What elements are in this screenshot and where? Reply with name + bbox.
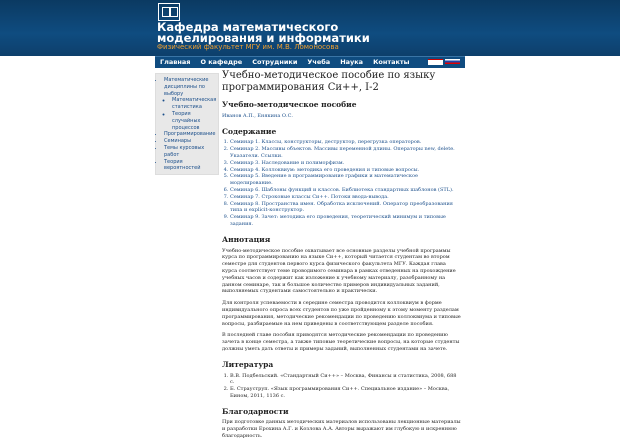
site-subtitle: Физический факультет МГУ им. М.В. Ломоносова xyxy=(157,43,339,51)
sidebar-item-math-statistics[interactable]: ◦ Математическая статистика xyxy=(172,97,218,111)
contents-list xyxy=(222,139,462,227)
contents-item[interactable]: 8. Семинар 8. Пространства имен. Обработка исключений. Оператор преобразования типа и explicit-конструктор. xyxy=(230,201,462,215)
nav-staff[interactable]: Сотрудники xyxy=(252,58,298,66)
section-heading-abstract: Аннотация xyxy=(222,234,271,244)
authors-link[interactable]: Иванов А.П., Енякина О.С. xyxy=(222,112,294,119)
russian-flag-icon[interactable] xyxy=(445,59,460,64)
section-heading-literature: Литература xyxy=(222,359,274,369)
section-heading-contents: Содержание xyxy=(222,126,277,136)
sidebar-item-programming[interactable]: • Программирование xyxy=(164,131,218,138)
abstract-paragraph: В последней главе пособия приводятся методические рекомендации по проведению зачета в конце семестра, а также типовые теоретические вопросы, на которые студенты должны уметь дать ответы и примеры заданий, выполненных студентами на зачете. xyxy=(222,332,460,352)
literature-item: 2. Б. Страуструп. «Язык программирования Си++. Специальное издание» – Москва, Бином, 2011, 1136 с. xyxy=(230,386,462,400)
nav-about[interactable]: О кафедре xyxy=(200,58,243,66)
contents-item[interactable]: 7. Семинар 7. Строковые классы Си++. Потоки ввода-вывода. xyxy=(230,194,462,201)
contents-item[interactable]: 3. Семинар 3. Наследование и полиморфизм. xyxy=(230,160,462,167)
contents-item[interactable]: 5. Семинар 5. Введение в программирование графики и математическое моделирование. xyxy=(230,173,462,187)
site-header xyxy=(0,0,620,56)
nav-science[interactable]: Наука xyxy=(340,58,364,66)
page-title: Учебно-методическое пособие по языку программирования Си++, I-2 xyxy=(222,70,436,93)
nav-home[interactable]: Главная xyxy=(160,58,191,66)
sidebar-item-math-disciplines[interactable]: • Математические дисциплины по выбору ◦ Математическая статистика ◦ Теория случайных процессов xyxy=(164,77,218,131)
contents-item[interactable]: 4. Семинар 4. Коллоквиум: методика его проведения и типовые вопросы. xyxy=(230,167,462,174)
sidebar-menu xyxy=(155,73,219,175)
section-heading-manual: Учебно-методическое пособие xyxy=(222,100,357,109)
main-content xyxy=(222,70,462,445)
literature-list xyxy=(222,373,462,400)
abstract-paragraph: Для контроля успеваемости в середине семестра проводится коллоквиум в форме индивидуального опроса всех студентов по уже пройденному к этому моменту разделам программирования, методические рекомендации по проведению коллоквиума и типовые вопросы, разбираемые на нем приведены в соответствующем разделе пособия. xyxy=(222,300,461,327)
contents-item[interactable]: 2. Семинар 2. Массивы объектов. Массивы переменной длины. Операторы new, delete. Указатели. Ссылки. xyxy=(230,146,462,160)
nav-study[interactable]: Учеба xyxy=(307,58,331,66)
sidebar-item-coursework[interactable]: • Темы курсовых работ xyxy=(164,145,218,159)
abstract-paragraph: Учебно-методическое пособие охватывает все основные разделы учебной программы курса по программированию на языке Си++, который читается студентам во втором семестре для студентов первого курса физического факультета МГУ. Каждая глава курса соответствует теме проводимого семинара в рамках отведенных на прохождение учебных часов и содержит как изложение к учебному материалу, разобранному на данном семинаре, так и большое количество примеров индивидуальных заданий, выполняемых студентами самостоятельно и практически. xyxy=(222,247,456,295)
main-navigation xyxy=(155,56,465,68)
literature-item: 1. В.В. Подбельский. «Стандартный Си++» – Москва, Финансы и статистика, 2008, 688 с. xyxy=(230,373,462,387)
section-heading-thanks: Благодарности xyxy=(222,406,289,416)
sidebar-item-seminars[interactable]: • Семинары xyxy=(164,138,218,145)
sidebar-item-random-processes[interactable]: ◦ Теория случайных процессов xyxy=(172,111,218,131)
site-title: Кафедра математического моделирования и информатики xyxy=(157,20,370,45)
thanks-paragraph: При подготовке данных методических материалов использованы лекционные материалы и разработки Ерохина А.Г. и Козлова А.А. Авторы выражают им глубокую и искреннюю благодарность. xyxy=(222,419,461,440)
english-flag-icon[interactable] xyxy=(428,59,443,65)
language-flags xyxy=(426,59,460,65)
book-logo-icon xyxy=(158,3,180,21)
sidebar-item-probability[interactable]: • Теория вероятностей xyxy=(164,159,218,173)
contents-item[interactable]: 1. Семинар 1. Классы, конструкторы, деструктор, перегрузка операторов. xyxy=(230,139,462,146)
contents-item[interactable]: 6. Семинар 6. Шаблоны функций и классов. Библиотека стандартных шаблонов (STL). xyxy=(230,187,462,194)
contents-item[interactable]: 9. Семинар 9. Зачет: методика его проведения, теоретический минимум и типовые задания. xyxy=(230,214,462,228)
nav-contacts[interactable]: Контакты xyxy=(373,58,410,66)
